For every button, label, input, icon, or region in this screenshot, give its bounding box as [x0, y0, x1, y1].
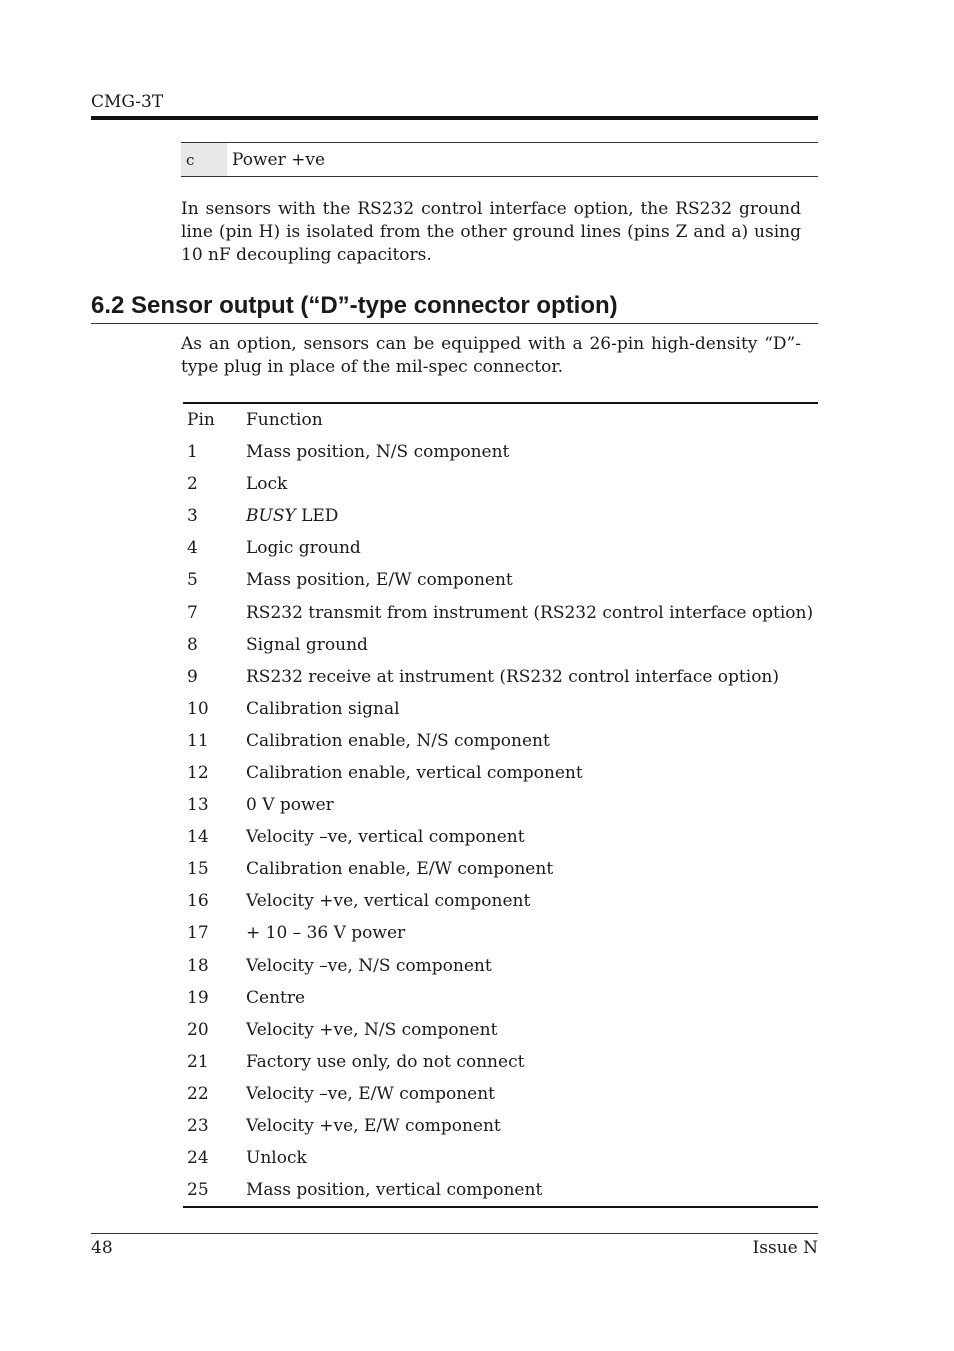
pin-number: 17 — [187, 923, 209, 944]
pin-number: 13 — [187, 795, 209, 816]
pin-number: 3 — [187, 506, 198, 527]
pin-number: 25 — [187, 1180, 209, 1201]
pin-number: 12 — [187, 762, 209, 783]
pin-number: 7 — [187, 602, 198, 623]
table-row — [183, 1110, 818, 1142]
table-header-row — [183, 403, 818, 436]
pin-function-italic: BUSY — [246, 506, 296, 527]
running-header: CMG-3T — [91, 92, 164, 112]
pin-cell: c — [181, 143, 227, 176]
table-row — [183, 532, 818, 564]
pin-function: Velocity +ve, N/S component — [246, 1019, 498, 1040]
pin-number: 19 — [187, 987, 209, 1008]
table-row — [183, 757, 818, 789]
pin-function: Factory use only, do not connect — [246, 1051, 525, 1072]
pin-function: Calibration enable, N/S component — [246, 730, 550, 751]
table-row — [183, 885, 818, 917]
intro-paragraph: In sensors with the RS232 control interface option, the RS232 ground line (pin H) is isolated from the other ground lines (pins Z and a) using 10 nF decoupling capacitors. — [181, 199, 801, 265]
table-row — [183, 468, 818, 500]
section-heading: 6.2 Sensor output (“D”-type connector option) — [91, 289, 818, 324]
table-row — [183, 821, 818, 853]
pin-number: 15 — [187, 859, 209, 880]
pin-function: 0 V power — [246, 795, 334, 816]
pin-function: Lock — [246, 474, 288, 495]
continued-pin-table — [181, 142, 818, 177]
section-paragraph: As an option, sensors can be equipped with a 26-pin high-density “D”-type plug in place of the mil-spec connector. — [181, 334, 801, 377]
pin-number: 5 — [187, 570, 198, 591]
pin-number: 8 — [187, 634, 198, 655]
pin-function: Centre — [246, 987, 306, 1008]
pin-number: 24 — [187, 1148, 209, 1169]
pin-function: Mass position, E/W component — [246, 570, 513, 591]
table-row — [183, 564, 818, 596]
pin-number: 20 — [187, 1019, 209, 1040]
table-row — [183, 982, 818, 1014]
table-row — [183, 661, 818, 693]
pin-number: 18 — [187, 955, 209, 976]
table-row — [183, 1014, 818, 1046]
pin-number: 21 — [187, 1051, 209, 1072]
table-row — [183, 1174, 818, 1207]
table-row — [183, 436, 818, 468]
pin-function: RS232 receive at instrument (RS232 control interface option) — [246, 666, 780, 687]
table-row — [183, 693, 818, 725]
pin-function: Calibration signal — [246, 698, 400, 719]
table-row — [183, 789, 818, 821]
table-row — [183, 596, 818, 628]
page-number: 48 — [91, 1238, 113, 1258]
pin-header: Pin — [187, 410, 215, 430]
pin-number: 1 — [187, 442, 198, 463]
pin-number: 16 — [187, 891, 209, 912]
pin-function: Signal ground — [246, 634, 368, 655]
issue-label: Issue N — [752, 1238, 818, 1258]
pin-function: Logic ground — [246, 538, 361, 559]
pin-function: Mass position, vertical component — [246, 1180, 543, 1201]
pin-function: Velocity –ve, E/W component — [246, 1083, 496, 1104]
table-row — [183, 1078, 818, 1110]
pin-number: 2 — [187, 474, 198, 495]
pin-function: Calibration enable, E/W component — [246, 859, 554, 880]
pin-function: + 10 – 36 V power — [246, 923, 406, 944]
pin-function — [246, 500, 818, 532]
pin-number: 11 — [187, 730, 209, 751]
function-header: Function — [246, 410, 323, 430]
table-row — [183, 1142, 818, 1174]
pin-number: 10 — [187, 698, 209, 719]
footer-rule — [91, 1233, 818, 1234]
table-row — [183, 1046, 818, 1078]
table-row — [183, 500, 818, 532]
pin-function: Calibration enable, vertical component — [246, 762, 583, 783]
pin-function: RS232 transmit from instrument (RS232 control interface option) — [246, 602, 814, 623]
pin-function: Velocity +ve, vertical component — [246, 891, 531, 912]
pin-function: Velocity +ve, E/W component — [246, 1116, 501, 1137]
pin-table — [183, 402, 818, 1208]
table-row — [183, 629, 818, 661]
pin-function: Velocity –ve, vertical component — [246, 827, 525, 848]
table-row — [183, 725, 818, 757]
function-cell: Power +ve — [232, 149, 326, 170]
pin-function-text: LED — [295, 506, 339, 527]
table-row — [183, 853, 818, 885]
pin-number: 9 — [187, 666, 198, 687]
pin-function: Unlock — [246, 1148, 307, 1169]
pin-number: 4 — [187, 538, 198, 559]
pin-number: 14 — [187, 827, 209, 848]
pin-function: Velocity –ve, N/S component — [246, 955, 492, 976]
table-row — [183, 950, 818, 982]
pin-function: Mass position, N/S component — [246, 442, 510, 463]
pin-number: 22 — [187, 1083, 209, 1104]
table-row — [183, 917, 818, 949]
pin-number: 23 — [187, 1116, 209, 1137]
header-rule — [91, 116, 818, 120]
